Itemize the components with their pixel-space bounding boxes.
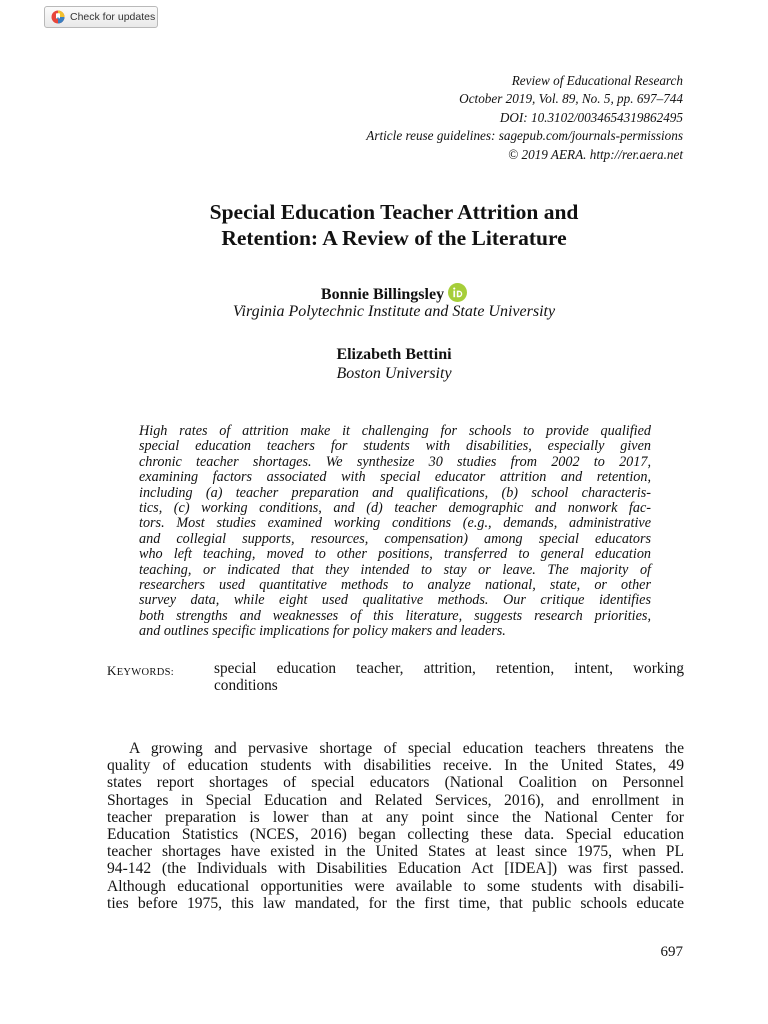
abstract-line: both strengths and weaknesses of this literature, suggests research priorities,	[139, 607, 651, 624]
abstract-line: chronic teacher shortages. We synthesize 30 studies from 2002 to 2017,	[139, 453, 651, 470]
abstract-line: survey data, while eight used qualitative methods. Our critique identifies	[139, 592, 651, 609]
author-name-text: Bonnie Billingsley	[320, 286, 445, 303]
body-line: Education Statistics (NCES, 2016) began collecting these data. Special education	[107, 826, 684, 844]
journal-name: Review of Educational Research	[511, 73, 683, 88]
author-affiliation: Boston University	[336, 365, 452, 382]
journal-metadata	[243, 72, 683, 164]
orcid-icon[interactable]	[448, 283, 467, 302]
abstract-line: High rates of attrition make it challenging for schools to provide qualified	[139, 423, 651, 439]
keywords-line: conditions	[214, 677, 278, 695]
body-line: states report shortages of special educators (National Coalition on Personnel	[107, 774, 684, 792]
abstract-line: teaching, or indicated that they intended to stay or leave. The majority of	[139, 561, 651, 578]
author-affiliation: Virginia Polytechnic Institute and State University	[232, 303, 556, 320]
issue-info: October 2019, Vol. 89, No. 5, pp. 697–744	[459, 91, 683, 107]
keywords-label-initial: K	[107, 663, 117, 678]
body-line: Shortages in Special Education and Related Services, 2016), and enrollment in	[107, 791, 684, 809]
body-line: Although educational opportunities were available to some students with disabili-	[107, 877, 684, 895]
abstract-line: tics, (c) working conditions, and (d) teacher demographic and nonwork fac-	[139, 500, 651, 517]
abstract-line: examining factors associated with special educator attrition and retention,	[139, 469, 651, 486]
abstract	[139, 424, 651, 640]
keywords-line: special education teacher, attrition, retention, intent, working	[214, 660, 684, 677]
abstract-line: and outlines specific implications for policy makers and leaders.	[139, 623, 506, 640]
body-line: teacher preparation is lower than at any point since the National Center for	[107, 808, 684, 826]
abstract-line: and collegial supports, resources, compensation) among special educators	[139, 530, 651, 547]
abstract-line: including (a) teacher preparation and qualifications, (b) school characteris-	[139, 484, 651, 501]
title-line: Retention: A Review of the Literature	[221, 226, 567, 250]
reuse-guidelines: Article reuse guidelines: sagepub.com/journals-permissions	[366, 128, 683, 144]
check-for-updates-label: Check for updates	[70, 11, 156, 23]
title-line: Special Education Teacher Attrition and	[209, 200, 579, 224]
page-number: 697	[660, 944, 683, 960]
body-line: teacher shortages have existed in the United States at least since 1975, when PL	[107, 843, 684, 861]
doi: DOI: 10.3102/0034654319862495	[499, 109, 683, 125]
body-line: ties before 1975, this law mandated, for the first time, that public schools educate	[107, 894, 684, 912]
body-line: 94-142 (the Individuals with Disabilities Education Act [IDEA]) was first passed.	[107, 860, 684, 878]
body-line: quality of education students with disabilities receive. In the United States, 49	[107, 757, 684, 775]
keywords-label-rest: EYWORDS:	[116, 667, 174, 678]
keywords-list	[214, 660, 684, 694]
body-line: A growing and pervasive shortage of special education teachers threatens the	[129, 740, 684, 757]
author-name-text: Elizabeth Bettini	[336, 346, 452, 363]
abstract-line: special education teachers for students with disabilities, especially given	[139, 438, 651, 455]
body-paragraph	[107, 740, 684, 912]
abstract-line: researchers used quantitative methods to analyze national, state, or other	[139, 577, 651, 594]
abstract-line: tors. Most studies examined working conditions (e.g., demands, administrative	[139, 515, 651, 532]
author-name	[104, 345, 684, 365]
abstract-line: who left teaching, moved to other positions, transferred to general education	[139, 546, 651, 563]
keywords-label	[107, 662, 174, 681]
check-for-updates-badge[interactable]	[44, 6, 158, 28]
copyright: © 2019 AERA. http://rer.aera.net	[508, 146, 683, 162]
crossmark-icon	[51, 10, 65, 24]
article-title	[104, 199, 684, 251]
